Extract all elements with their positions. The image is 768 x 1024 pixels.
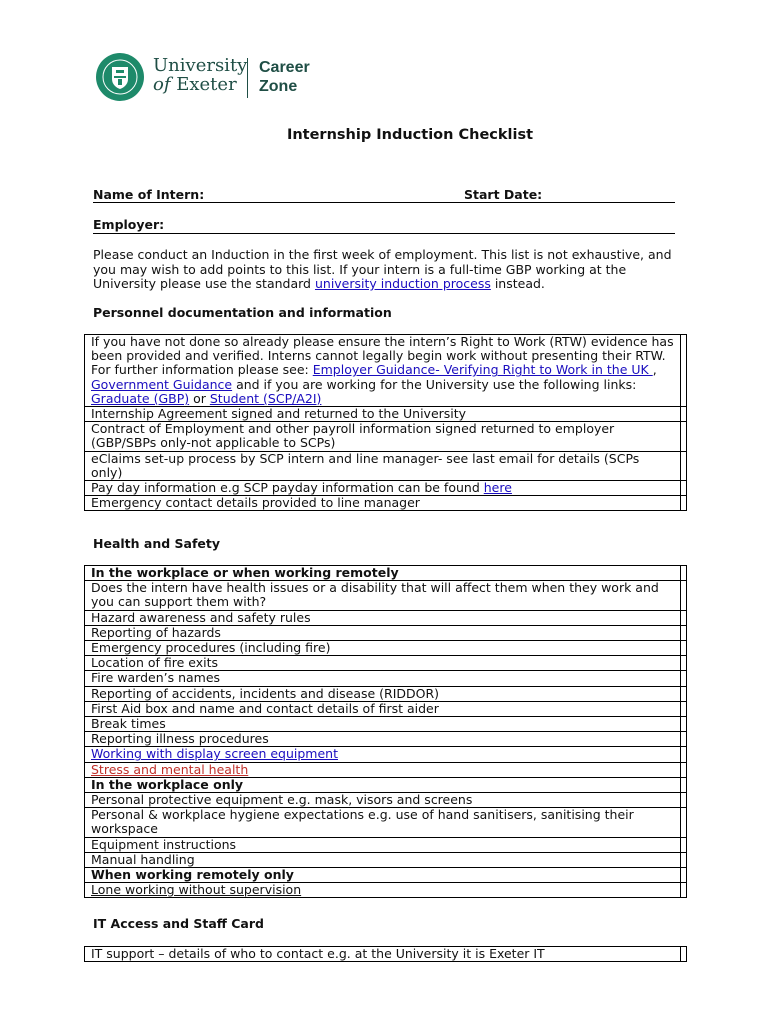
student-scp-link[interactable]: Student (SCP/A2I) <box>209 390 322 406</box>
checkbox-cell[interactable] <box>681 793 687 808</box>
checkbox-cell[interactable] <box>681 947 687 962</box>
table-row <box>85 335 687 407</box>
checklist-item: Break times <box>85 717 681 732</box>
checkbox-cell[interactable] <box>681 686 687 701</box>
checkbox-cell[interactable] <box>681 671 687 686</box>
checkbox-cell[interactable] <box>681 407 687 422</box>
table-row <box>85 481 687 496</box>
checklist-item: eClaims set-up process by SCP intern and line manager- see last email for details (SCPs only) <box>85 451 681 480</box>
table-row <box>85 566 687 581</box>
checkbox-cell[interactable] <box>681 762 687 777</box>
checklist-item: Stress and mental health <box>85 762 681 777</box>
table-row <box>85 868 687 883</box>
checkbox-cell[interactable] <box>681 868 687 883</box>
section-heading-personnel: Personnel documentation and information <box>93 305 392 320</box>
checklist-item: In the workplace only <box>85 777 681 792</box>
checkbox-cell[interactable] <box>681 701 687 716</box>
checklist-item: Internship Agreement signed and returned to the University <box>85 407 681 422</box>
table-row <box>85 852 687 867</box>
table-row <box>85 407 687 422</box>
table-row <box>85 762 687 777</box>
checklist-item: Reporting of accidents, incidents and disease (RIDDOR) <box>85 686 681 701</box>
checklist-item: When working remotely only <box>85 868 681 883</box>
checkbox-cell[interactable] <box>681 883 687 898</box>
checklist-item: Contract of Employment and other payroll information signed returned to employer (GBP/SBPs only-not applicable to SCPs) <box>85 422 681 451</box>
checklist-item: Equipment instructions <box>85 837 681 852</box>
checklist-item: Personal protective equipment e.g. mask, visors and screens <box>85 793 681 808</box>
table-row <box>85 777 687 792</box>
university-induction-link[interactable]: university induction process <box>314 276 491 291</box>
checkbox-cell[interactable] <box>681 496 687 511</box>
logo-divider <box>247 58 248 98</box>
table-row <box>85 793 687 808</box>
checklist-item: Hazard awareness and safety rules <box>85 610 681 625</box>
career-zone-wordmark: Career Zone <box>259 59 310 95</box>
table-row <box>85 947 687 962</box>
payday-here-link[interactable]: here <box>483 480 512 496</box>
checkbox-cell[interactable] <box>681 777 687 792</box>
intro-paragraph: Please conduct an Induction in the first week of employment. This list is not exhaustive, and you may wish to add points to this list. If your intern is a full-time GBP working at the University please use the standard university induction process instead. <box>93 247 672 291</box>
checkbox-cell[interactable] <box>681 732 687 747</box>
table-row <box>85 656 687 671</box>
checkbox-cell[interactable] <box>681 581 687 610</box>
table-row <box>85 625 687 640</box>
table-row <box>85 808 687 837</box>
checkbox-cell[interactable] <box>681 837 687 852</box>
table-row <box>85 686 687 701</box>
health-safety-checklist <box>84 565 687 898</box>
checkbox-cell[interactable] <box>681 656 687 671</box>
checklist-item: Pay day information e.g SCP payday information can be found here <box>85 481 681 496</box>
employer-guidance-link[interactable]: Employer Guidance- Verifying Right to Work in the UK <box>312 362 653 378</box>
employer-underline <box>93 233 675 234</box>
checklist-item: Fire warden’s names <box>85 671 681 686</box>
section-heading-it-access: IT Access and Staff Card <box>93 916 264 931</box>
checklist-item: Does the intern have health issues or a disability that will affect them when they work and you can support them with? <box>85 581 681 610</box>
checklist-item: If you have not done so already please ensure the intern’s Right to Work (RTW) evidence has been provided and verified. Interns cannot legally begin work without presenting their RTW. For further information please see: Employer Guidance- Verifying Right to Work in the UK , Government Guidance and if you are working for the University use the following links: Graduate (GBP) or Student (SCP/A2I) <box>85 335 681 407</box>
checkbox-cell[interactable] <box>681 717 687 732</box>
table-row <box>85 747 687 762</box>
personnel-checklist <box>84 334 687 511</box>
table-row <box>85 496 687 511</box>
employer-label: Employer: <box>93 217 165 232</box>
checkbox-cell[interactable] <box>681 641 687 656</box>
checkbox-cell[interactable] <box>681 852 687 867</box>
university-wordmark: University of Exeter <box>153 55 248 95</box>
table-row <box>85 837 687 852</box>
start-date-label: Start Date: <box>464 187 543 202</box>
name-underline <box>93 202 675 203</box>
checkbox-cell[interactable] <box>681 625 687 640</box>
table-row <box>85 717 687 732</box>
government-guidance-link[interactable]: Government Guidance <box>91 376 233 392</box>
university-seal-icon <box>95 52 145 102</box>
checklist-item: Manual handling <box>85 852 681 867</box>
checklist-item: In the workplace or when working remotely <box>85 566 681 581</box>
checkbox-cell[interactable] <box>681 566 687 581</box>
checklist-item: IT support – details of who to contact e.g. at the University it is Exeter IT <box>85 947 681 962</box>
table-row <box>85 641 687 656</box>
table-row <box>85 732 687 747</box>
table-row <box>85 610 687 625</box>
table-row <box>85 671 687 686</box>
table-row <box>85 581 687 610</box>
page-title: Internship Induction Checklist <box>286 127 534 143</box>
checklist-item: Emergency contact details provided to line manager <box>85 496 681 511</box>
table-row <box>85 451 687 480</box>
checklist-item: First Aid box and name and contact details of first aider <box>85 701 681 716</box>
section-heading-health-safety: Health and Safety <box>93 536 220 551</box>
checklist-item: Emergency procedures (including fire) <box>85 641 681 656</box>
checkbox-cell[interactable] <box>681 747 687 762</box>
checklist-item: Personal & workplace hygiene expectations e.g. use of hand sanitisers, sanitising their workspace <box>85 808 681 837</box>
checkbox-cell[interactable] <box>681 808 687 837</box>
checkbox-cell[interactable] <box>681 422 687 451</box>
table-row <box>85 422 687 451</box>
checkbox-cell[interactable] <box>681 451 687 480</box>
table-row <box>85 701 687 716</box>
graduate-gbp-link[interactable]: Graduate (GBP) <box>91 390 190 406</box>
checklist-item: Working with display screen equipment <box>85 747 681 762</box>
checklist-item: Reporting illness procedures <box>85 732 681 747</box>
name-of-intern-label: Name of Intern: <box>93 187 205 202</box>
checkbox-cell[interactable] <box>681 335 687 407</box>
checklist-item: Location of fire exits <box>85 656 681 671</box>
checklist-item: Lone working without supervision <box>85 883 681 898</box>
university-logo <box>95 52 335 104</box>
checkbox-cell[interactable] <box>681 481 687 496</box>
checklist-item: Reporting of hazards <box>85 625 681 640</box>
table-row <box>85 883 687 898</box>
it-access-checklist <box>84 946 687 962</box>
checkbox-cell[interactable] <box>681 610 687 625</box>
